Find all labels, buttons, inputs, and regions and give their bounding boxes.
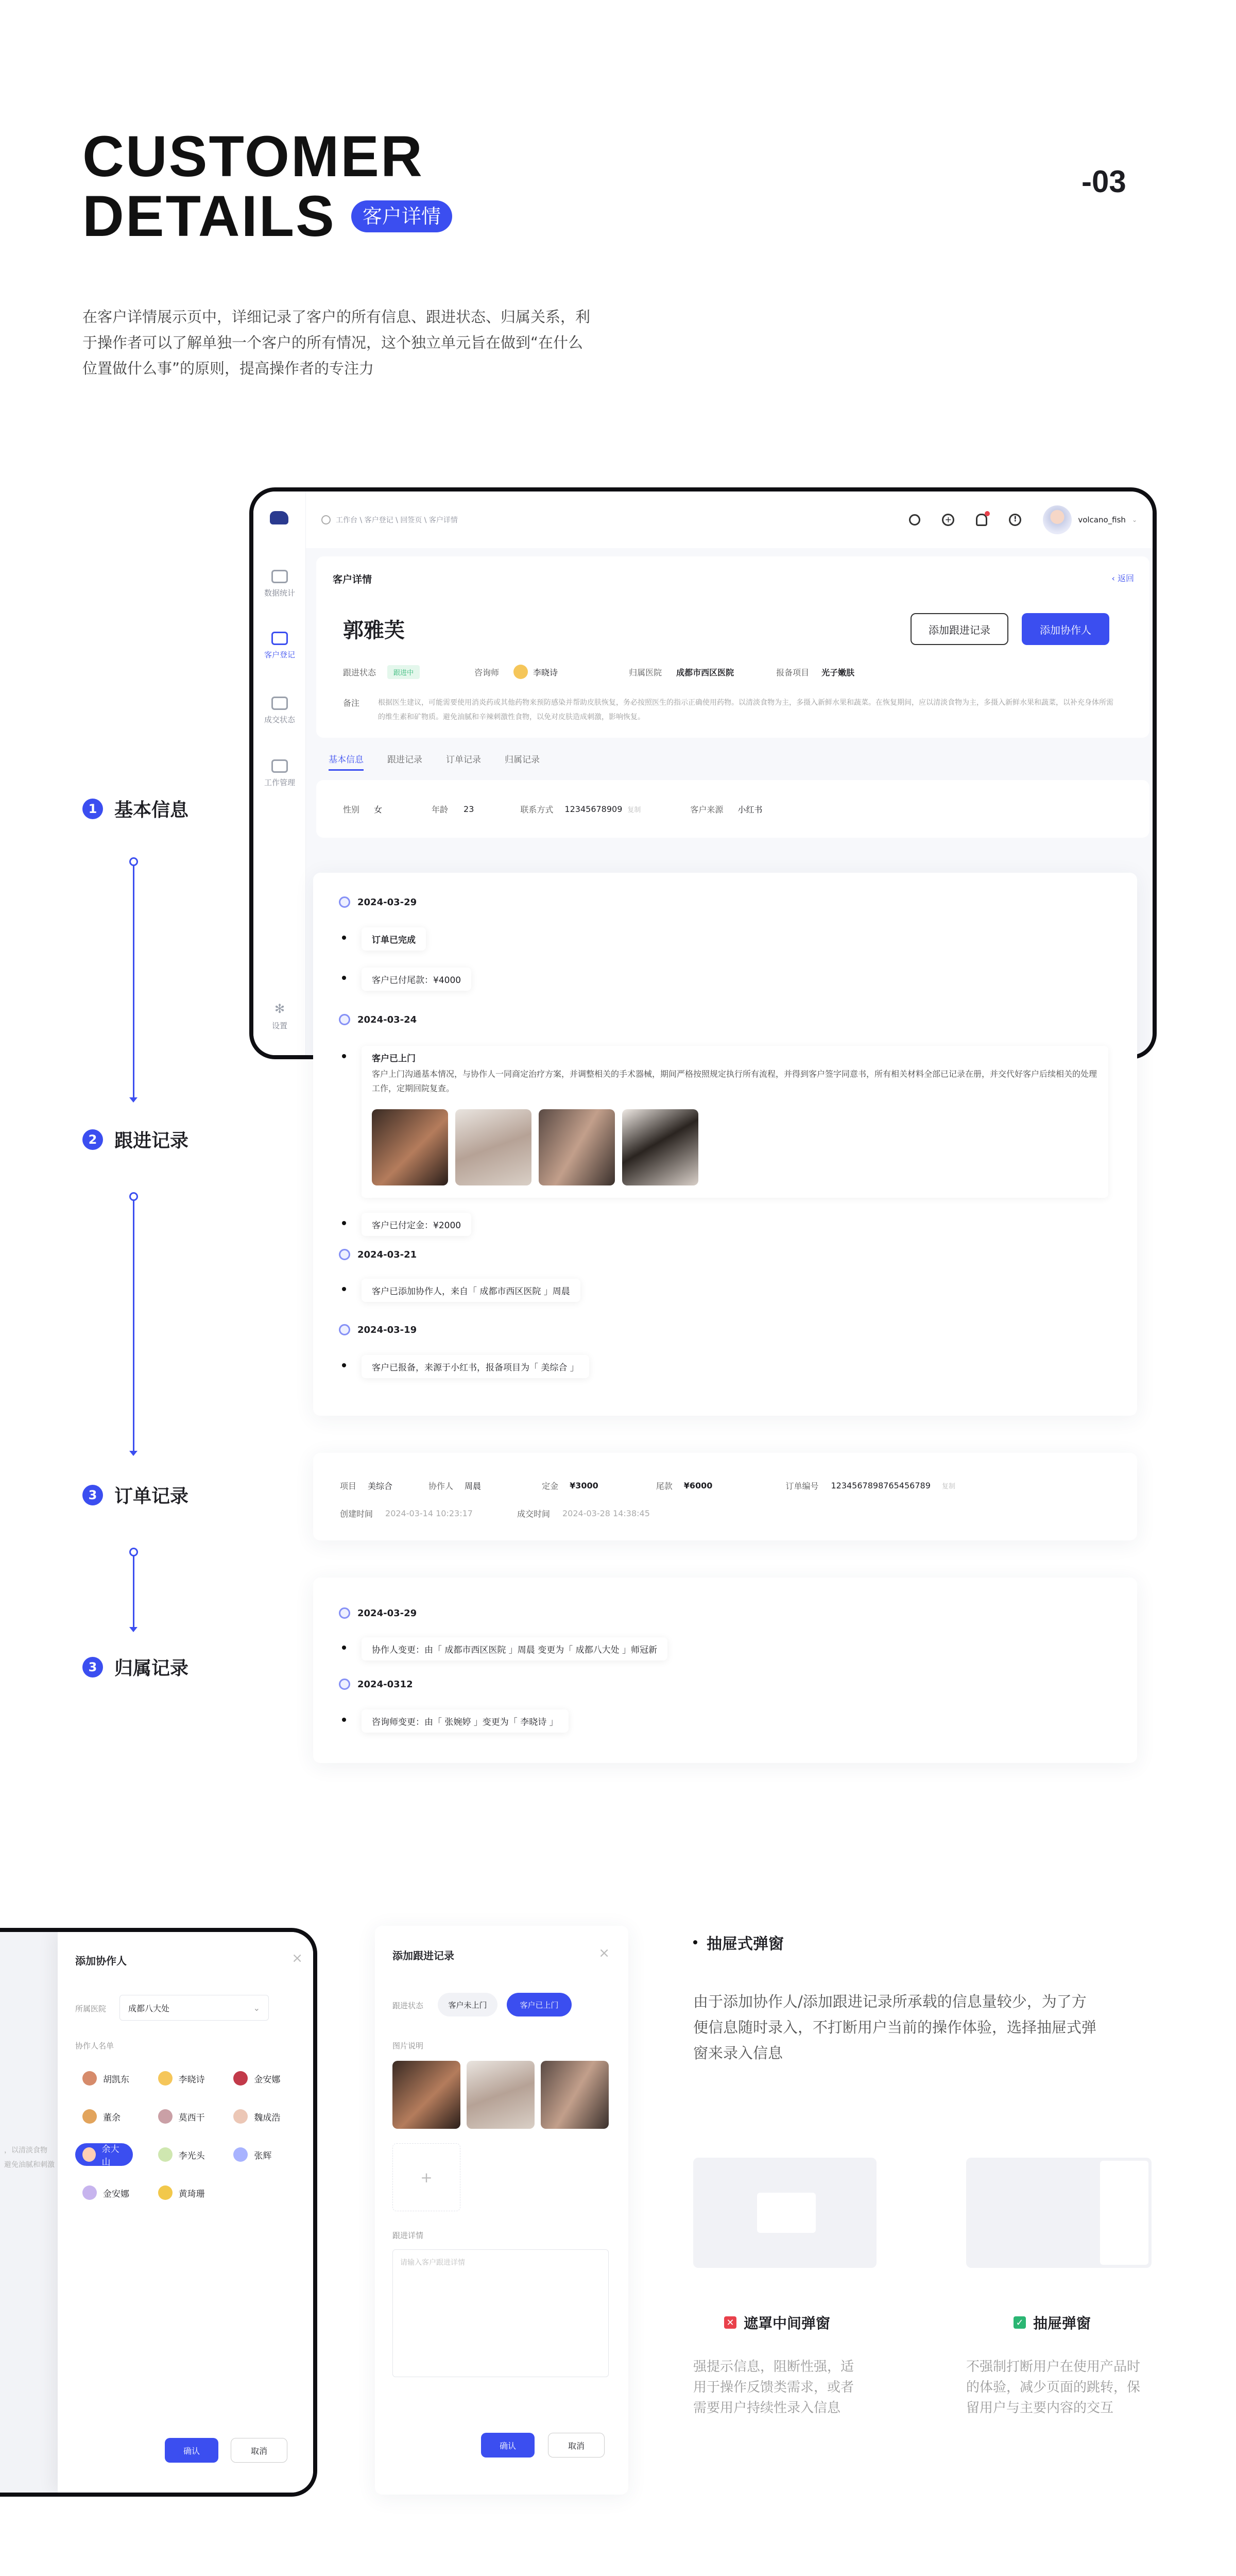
clock-icon [339, 1324, 350, 1335]
clock-icon [339, 1014, 350, 1025]
close-icon[interactable]: × [291, 1951, 303, 1966]
close-icon[interactable]: × [598, 1945, 610, 1961]
tab-bar [329, 752, 540, 771]
tab-followup[interactable]: 跟进记录 [387, 755, 422, 765]
partner-device [0, 1928, 317, 2497]
timeline-item: 客户已付尾款：¥4000 [342, 968, 471, 991]
partner-chip[interactable]: 金安娜 [75, 2181, 151, 2204]
explain-heading: 抽屉式弹窗 [693, 1931, 784, 1954]
check-icon: ✓ [1014, 2316, 1026, 2329]
note-label: 备注 [343, 698, 360, 708]
option-center-modal: ✕ 遮罩中间弹窗 [724, 2312, 830, 2333]
order-card [313, 1453, 1137, 1540]
hospital-select[interactable]: 成都八大处 ⌄ [119, 1995, 269, 2021]
upload-button[interactable]: + [392, 2143, 460, 2211]
timeline-item: 客户已上门 客户上门沟通基本情况，与协作人一同商定治疗方案，并调整相关的手术器械，期间严格按照规定执行所有流程，并得到客户签字同意书，所有相关材料全部已记录在册，并交代好客户后续相关的处理工作，定期回院复查。 [342, 1046, 1108, 1198]
add-followup-button[interactable]: 添加跟进记录 [911, 613, 1008, 645]
hero-title-line2: DETAILS [82, 184, 336, 248]
detail-textarea[interactable]: 请输入客户跟进详情 [392, 2249, 609, 2377]
clock-icon [339, 1249, 350, 1260]
photo[interactable] [455, 1109, 531, 1185]
timeline-item: 协作人变更：由「 成都市西区医院 」周晨 变更为「 成都八大处 」师冠新 [342, 1637, 667, 1660]
section-connector [133, 1196, 134, 1453]
option-visited[interactable]: 客户已上门 [507, 1993, 572, 2016]
user-card-icon [271, 632, 288, 645]
partner-chip[interactable]: 金安娜 [226, 2067, 302, 2090]
monitor-icon [271, 570, 288, 583]
partner-chip[interactable]: 莫西干 [151, 2105, 227, 2128]
ownership-card [313, 1578, 1137, 1763]
timeline-item: 客户已付定金：¥2000 [342, 1213, 471, 1236]
partner-drawer [58, 1932, 317, 2493]
partner-chip[interactable]: 张辉 [226, 2143, 302, 2166]
timeline-date: 2024-03-19 [339, 1324, 417, 1335]
clock-icon [339, 1679, 350, 1690]
photo[interactable] [392, 2061, 460, 2129]
section-ownership: 3 归属记录 [82, 1654, 188, 1680]
sidebar-item-work[interactable]: 工作管理 [253, 759, 306, 788]
add-partner-button[interactable]: 添加协作人 [1022, 613, 1109, 645]
partner-chip[interactable]: 胡凯东 [75, 2067, 151, 2090]
photo-gallery [372, 1109, 1098, 1185]
section-connector [133, 861, 134, 1099]
home-icon [321, 515, 331, 524]
section-basic-info: 1 基本信息 [82, 795, 188, 822]
center-modal-illustration [693, 2158, 877, 2268]
background-text: ，以清淡食物 避免油腻和刺激 [4, 2146, 55, 2169]
hero-description: 在客户详情展示页中，详细记录了客户的所有信息、跟进状态、归属关系，利 于操作者可以了解单独一个客户的所有情况，这个独立单元旨在做到“在什么 位置做什么事”的原则，提高操作者的专注力 [82, 308, 591, 377]
timeline-date: 2024-03-21 [339, 1249, 417, 1260]
top-bar [306, 492, 1153, 548]
copy-link[interactable]: 复制 [941, 1483, 955, 1490]
customer-card [316, 556, 1149, 738]
hospital-label: 所属医院 [75, 2004, 107, 2013]
partner-chip[interactable]: 董余 [75, 2105, 151, 2128]
photo[interactable] [541, 2061, 609, 2129]
section-connector [133, 1552, 134, 1629]
option-drawer-desc: 不强制打断用户在使用产品时 的体验，减少页面的跳转，保 留用户与主要内容的交互 [966, 2359, 1141, 2416]
search-icon[interactable] [909, 514, 920, 526]
note-text: 根据医生建议，可能需要使用消炎药或其他药物来预防感染并帮助皮肤恢复，务必按照医生的指示正确使用药物。以清淡食物为主，多摄入新鲜水果和蔬菜。在恢复期间，应以清淡食物为主，多摄入新鲜水果和蔬菜，以补充身体所需的维生素和矿物质。避免油腻和辛辣刺激性食物，以免对皮肤造成刺激，影响恢复。 [378, 699, 1113, 721]
copy-link[interactable]: 复制 [627, 806, 641, 814]
image-list [392, 2061, 609, 2129]
photo[interactable] [467, 2061, 535, 2129]
timeline-date: 2024-03-29 [339, 1607, 417, 1619]
sidebar-item-deals[interactable]: 成交状态 [253, 697, 306, 725]
explain-body: 由于添加协作人/添加跟进记录所承载的信息量较少，为了方 便信息随时录入，不打断用户当前的操作体验，选择抽屉式弹 窗来录入信息 [693, 1993, 1097, 2062]
chevron-left-icon: ‹ [1111, 573, 1118, 583]
partner-chip[interactable]: 黄琦珊 [151, 2181, 227, 2204]
clock-icon [339, 896, 350, 908]
timeline-item: 咨询师变更：由「 张婉婷 」变更为「 李晓诗 」 [342, 1709, 569, 1733]
option-not-visited[interactable]: 客户未上门 [438, 1993, 497, 2016]
tab-ownership[interactable]: 归属记录 [505, 755, 540, 765]
sidebar-item-stats[interactable]: 数据统计 [253, 570, 306, 598]
cross-icon: ✕ [724, 2316, 736, 2329]
username[interactable]: volcano_fish [1078, 515, 1126, 524]
drawer-title: 添加协作人 [75, 1955, 127, 1967]
logo-icon [270, 511, 288, 524]
partner-chip[interactable]: 李晓诗 [151, 2067, 227, 2090]
avatar[interactable] [1043, 505, 1072, 534]
section-order: 3 订单记录 [82, 1482, 188, 1508]
sidebar-item-settings[interactable]: ✻ 设置 [271, 1002, 287, 1030]
page-number: -03 [1082, 164, 1126, 199]
partner-chip[interactable]: 李光头 [151, 2143, 227, 2166]
timeline-date: 2024-03-24 [339, 1014, 417, 1025]
timeline-date: 2024-03-29 [339, 896, 417, 908]
handshake-icon [271, 697, 288, 710]
photo[interactable] [539, 1109, 615, 1185]
gear-icon: ✻ [274, 1002, 285, 1016]
drawer-title: 添加跟进记录 [392, 1950, 454, 1962]
timeline-item: 订单已完成 [342, 927, 426, 951]
images-label: 图片说明 [392, 2041, 424, 2050]
followup-card [313, 873, 1137, 1416]
cancel-button[interactable]: 取消 [548, 2433, 605, 2458]
confirm-button[interactable]: 确认 [481, 2433, 535, 2458]
hero-title-line1: CUSTOMER [82, 124, 424, 189]
order-times: 创建时间 2024-03-14 10:23:17 成交时间 2024-03-28 14:38:45 [340, 1509, 650, 1519]
followup-drawer [375, 1926, 628, 2495]
clock-icon [339, 1607, 350, 1619]
add-icon[interactable]: + [942, 514, 954, 526]
photo[interactable] [372, 1109, 448, 1185]
breadcrumb[interactable]: 工作台 \ 客户登记 \ 回签页 \ 客户详情 [336, 516, 458, 524]
timeline-item: 客户已添加协作人，来自「 成都市西区医院 」周晨 [342, 1279, 580, 1302]
calendar-icon [271, 759, 288, 773]
tab-basic[interactable]: 基本信息 [329, 752, 364, 771]
partner-grid [75, 2067, 302, 2204]
bell-icon[interactable] [976, 514, 987, 526]
order-row: 项目 美综合 协作人 周晨 定金 ¥3000 尾款 ¥6000 订单编号 1234567898765456789 复制 [340, 1481, 955, 1491]
avatar [513, 665, 528, 679]
chevron-down-icon[interactable]: ⌄ [1131, 516, 1137, 523]
panel-title: 客户详情 [333, 574, 372, 585]
back-link[interactable]: ‹ 返回 [1111, 573, 1134, 583]
list-label: 协作人名单 [75, 2041, 114, 2050]
option-drawer: ✓ 抽屉弹窗 [1014, 2312, 1091, 2333]
tab-order[interactable]: 订单记录 [446, 755, 481, 765]
basic-info-row: 性别 女 年龄 23 联系方式 12345678909 复制 客户来源 小红书 [316, 780, 1149, 838]
photo[interactable] [622, 1109, 698, 1185]
confirm-button[interactable]: 确认 [165, 2438, 218, 2463]
partner-chip[interactable]: 魏成浩 [226, 2105, 302, 2128]
customer-meta: 跟进状态 跟进中 咨询师 李晓诗 归属医院 成都市西区医院 报备项目 光子嫩肤 [343, 665, 854, 679]
drawer-illustration [966, 2158, 1152, 2268]
cancel-button[interactable]: 取消 [231, 2438, 287, 2463]
hero-badge: 客户详情 [351, 200, 452, 232]
chevron-down-icon: ⌄ [253, 2003, 260, 2013]
timeline-item: 客户已报备，来源于小红书，报备项目为「 美综合 」 [342, 1355, 589, 1378]
sidebar [253, 492, 306, 1055]
detail-label: 跟进详情 [392, 2231, 424, 2240]
partner-chip-selected[interactable]: 余大山 [75, 2143, 133, 2166]
section-followup: 2 跟进记录 [82, 1126, 188, 1153]
sidebar-item-customer[interactable]: 客户登记 [253, 632, 306, 660]
option-center-desc: 强提示信息，阻断性强，适 用于操作反馈类需求，或者 需要用户持续性录入信息 [693, 2359, 854, 2416]
timeline-date: 2024-0312 [339, 1679, 413, 1690]
customer-name: 郭雅芙 [343, 619, 405, 642]
status-label: 跟进状态 [392, 2001, 424, 2010]
status-badge: 跟进中 [387, 665, 420, 679]
help-icon[interactable]: ! [1009, 514, 1021, 526]
